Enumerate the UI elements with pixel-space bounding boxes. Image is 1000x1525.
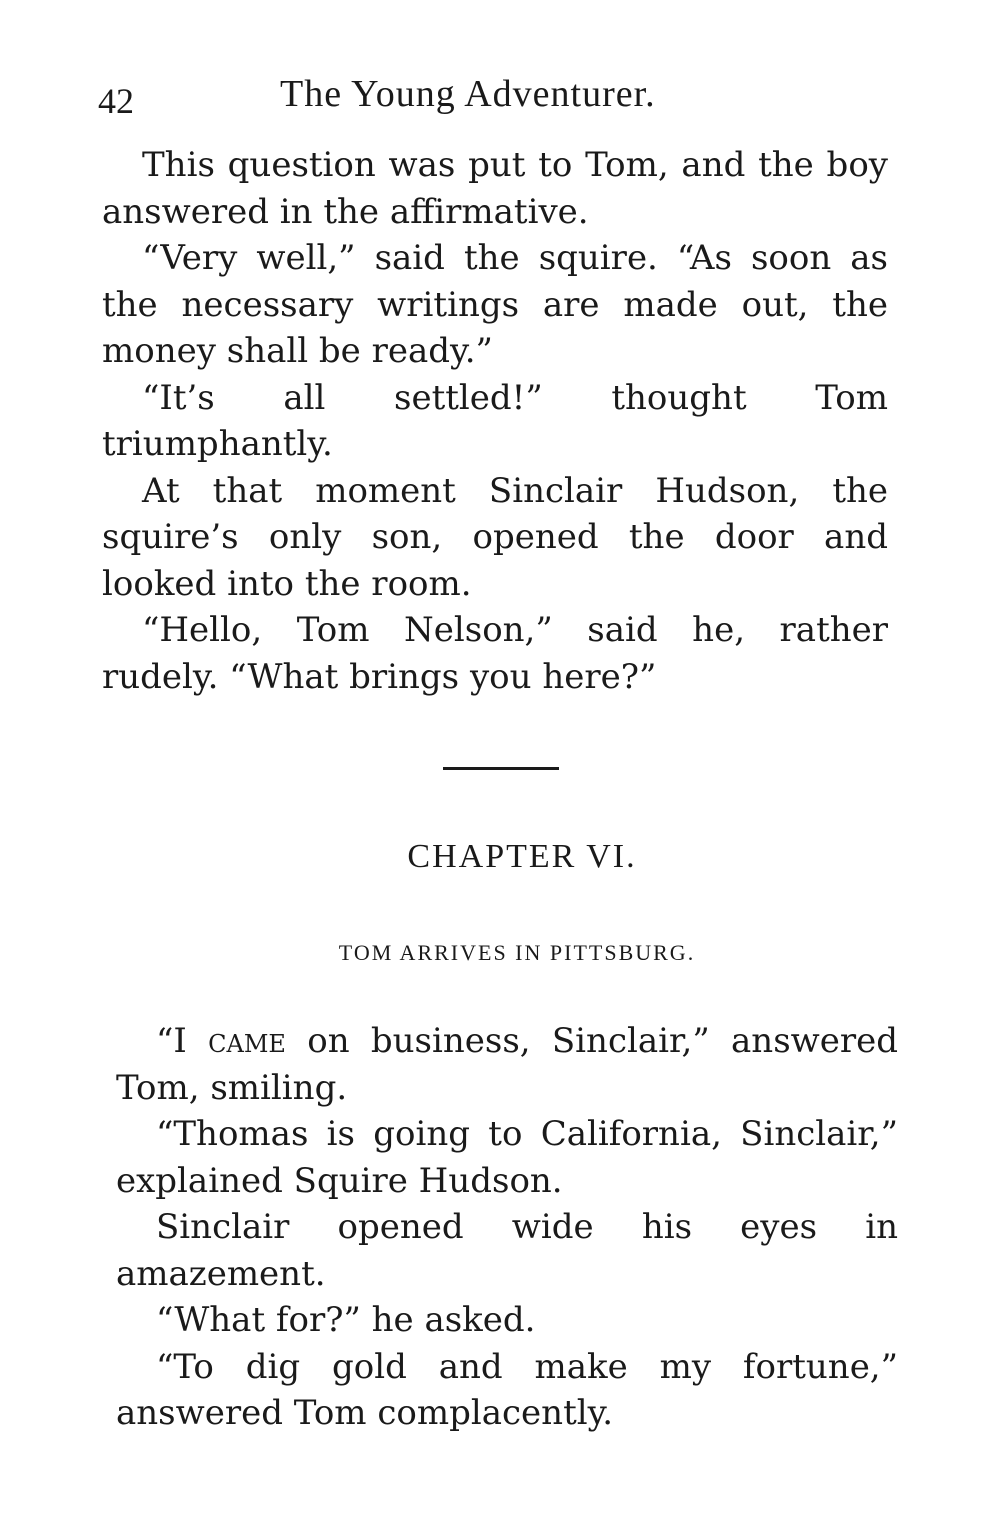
page-number: 42 [98, 81, 134, 121]
paragraph-rest: on business, Sinclair,” answered Tom, smiling. [116, 1021, 898, 1108]
running-title: The Young Adventurer. [280, 73, 656, 115]
paragraph: “To dig gold and make my fortune,” answered Tom complacently. [116, 1346, 898, 1433]
paragraph [116, 1018, 898, 1111]
paragraph: “Thomas is going to California, Sinclair,” explained Squire Hudson. [116, 1114, 898, 1201]
section-divider [443, 767, 559, 770]
body-text-top [102, 142, 888, 700]
paragraph: At that moment Sinclair Hudson, the squire’s only son, opened the door and looked into the room. [102, 470, 888, 604]
paragraph: Sinclair opened wide his eyes in amazement. [116, 1207, 898, 1294]
paragraph: “Hello, Tom Nelson,” said he, rather rudely. “What brings you here?” [102, 610, 888, 697]
chapter-subtitle: TOM ARRIVES IN PITTSBURG. [338, 940, 696, 965]
paragraph: This question was put to Tom, and the boy answered in the affirmative. [102, 145, 888, 232]
paragraph: “Very well,” said the squire. “As soon as the necessary writings are made out, the money shall be ready.” [102, 238, 888, 371]
paragraph: “It’s all settled!” thought Tom triumphantly. [102, 377, 888, 464]
body-text-bottom [116, 1018, 898, 1437]
smallcaps-word: came [208, 1021, 286, 1061]
opening-quote: “I [156, 1021, 209, 1061]
page-header [98, 72, 888, 122]
chapter-heading: CHAPTER VI. [407, 838, 637, 875]
paragraph: “What for?” he asked. [156, 1300, 536, 1340]
